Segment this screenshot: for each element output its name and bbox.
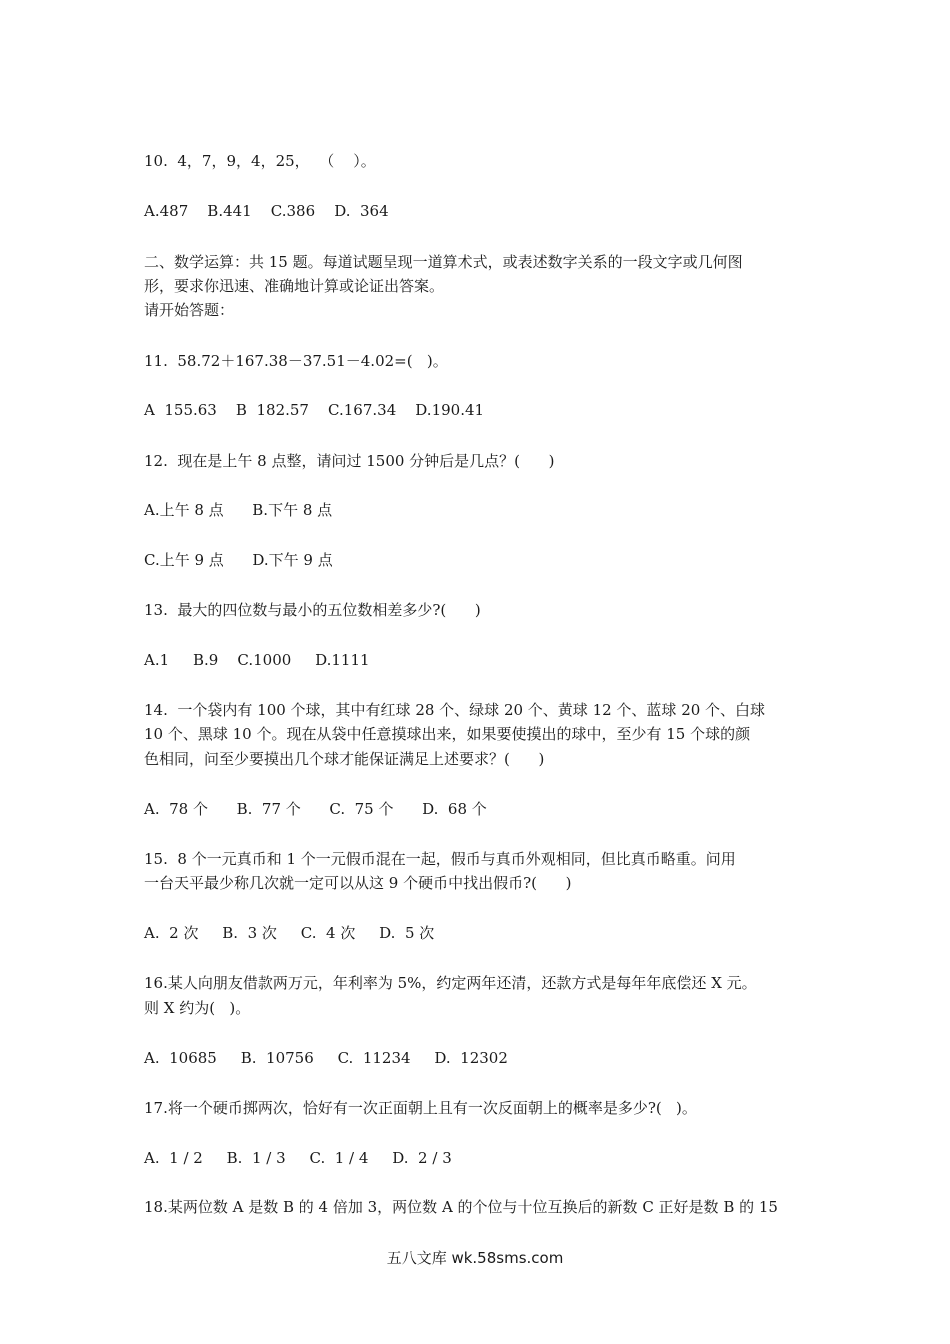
question-18-line-1: 18.某两位数 A 是数 B 的 4 倍加 3，两位数 A 的个位与十位互换后的新数 C 正好是数 B 的 15: [144, 1198, 778, 1216]
question-12-text: 12. 现在是上午 8 点整，请问过 1500 分钟后是几点？( ): [144, 452, 555, 470]
question-15-options: A. 2 次 B. 3 次 C. 4 次 D. 5 次: [144, 924, 435, 942]
question-14-options: A. 78 个 B. 77 个 C. 75 个 D. 68 个: [144, 800, 487, 818]
section-2-heading-line-2: 形，要求你迅速、准确地计算或论证出答案。: [144, 277, 445, 295]
question-10-options: A.487 B.441 C.386 D. 364: [144, 202, 389, 220]
footer-watermark: 五八文库 wk.58sms.com: [386, 1249, 564, 1267]
question-16-options: A. 10685 B. 10756 C. 11234 D. 12302: [144, 1049, 508, 1067]
question-14-line-1: 14. 一个袋内有 100 个球，其中有红球 28 个、绿球 20 个、黄球 12 个、蓝球 20 个、白球: [144, 701, 766, 719]
section-2-start-prompt: 请开始答题：: [144, 301, 235, 319]
question-12-options-row-1: A.上午 8 点 B.下午 8 点: [144, 501, 333, 519]
question-14-line-3: 色相同，问至少要摸出几个球才能保证满足上述要求？( ): [144, 750, 545, 768]
question-16-line-1: 16.某人向朋友借款两万元，年利率为 5%，约定两年还清，还款方式是每年年底偿还 X 元。: [144, 974, 757, 992]
question-16-line-2: 则 X 约为( )。: [144, 999, 251, 1017]
question-11-text: 11. 58.72＋167.38－37.51－4.02=( )。: [144, 352, 448, 370]
question-15-line-1: 15. 8 个一元真币和 1 个一元假币混在一起，假币与真币外观相同，但比真币略重。问用: [144, 850, 736, 868]
question-17-options: A. 1 / 2 B. 1 / 3 C. 1 / 4 D. 2 / 3: [144, 1149, 452, 1167]
question-17-text: 17.将一个硬币掷两次，恰好有一次正面朝上且有一次反面朝上的概率是多少?( )。: [144, 1099, 697, 1117]
question-13-text: 13. 最大的四位数与最小的五位数相差多少?( ): [144, 601, 481, 619]
question-10-text: 10. 4，7，9，4，25， （ ）。: [144, 152, 376, 170]
section-2-heading-line-1: 二、数学运算：共 15 题。每道试题呈现一道算术式，或表述数字关系的一段文字或几何图: [144, 253, 743, 271]
question-15-line-2: 一台天平最少称几次就一定可以从这 9 个硬币中找出假币?( ): [144, 874, 572, 892]
question-12-options-row-2: C.上午 9 点 D.下午 9 点: [144, 551, 333, 569]
question-11-options: A 155.63 B 182.57 C.167.34 D.190.41: [144, 401, 485, 419]
question-13-options: A.1 B.9 C.1000 D.1111: [144, 651, 370, 669]
question-14-line-2: 10 个、黑球 10 个。现在从袋中任意摸球出来，如果要使摸出的球中，至少有 15 个球的颜: [144, 725, 751, 743]
